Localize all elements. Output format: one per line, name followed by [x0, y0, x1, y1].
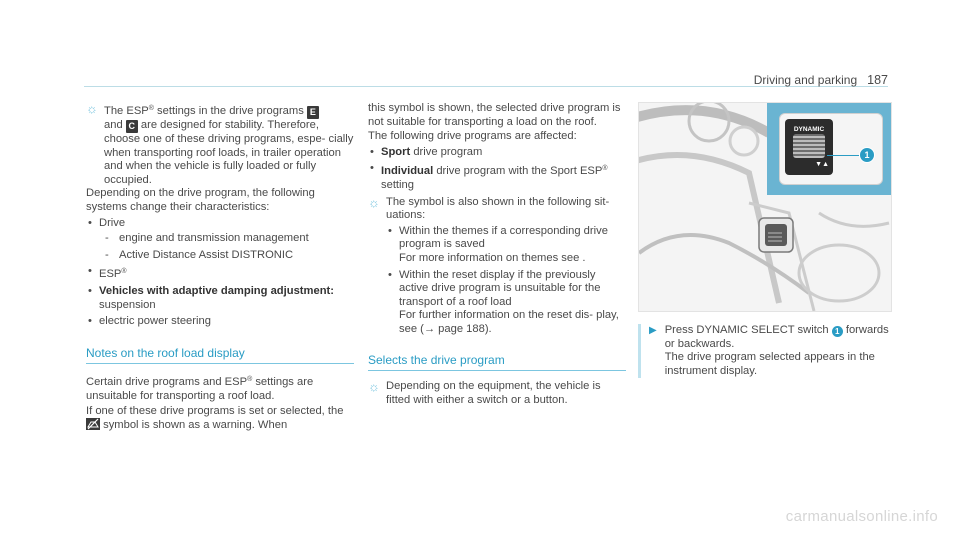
- switch-roller: [793, 134, 825, 158]
- section-title: Driving and parking: [753, 73, 858, 87]
- tip-symbol-situations: ☼ The symbol is also shown in the following sit- uations: • Within the themes if a corresponding drive program is saved For more information on themes see . • Within the reset display if the previously active drive program is unsuitable for the transport of a roof load For further information on the reset dis- play, see (→ page 188).: [368, 196, 626, 340]
- page-number: 187: [867, 73, 888, 87]
- list-item: • ESP®: [86, 265, 354, 282]
- systems-list: [86, 217, 354, 329]
- paragraph: this symbol is shown, the selected drive program is not suitable for transporting a load on the roof.: [368, 102, 621, 128]
- up-down-arrows-icon: ▼▲: [815, 161, 829, 169]
- lightbulb-icon: ☼: [368, 194, 380, 210]
- tip-text: The ESP® settings in the drive programs E and C are designed for stability. Therefore, choose one of these driving programs, espe- cially when transporting roof loads, in trailer operation and when the vehicle is fully loaded or fully occupied.: [104, 105, 354, 186]
- dynamic-select-figure: [638, 102, 892, 312]
- list-item: • Sport drive program: [368, 146, 626, 160]
- tip-esp-settings: [86, 102, 354, 187]
- page-header: [754, 73, 888, 87]
- paragraph: Certain drive programs and ESP® settings are unsuitable for transporting a roof load.: [86, 376, 314, 402]
- list-item: - Active Distance Assist DISTRONIC: [105, 249, 354, 263]
- instruction-step: ▶ Press DYNAMIC SELECT switch 1 forwards or backwards. The drive program selected appears in the instrument display.: [638, 324, 890, 378]
- drive-program-c-icon: C: [126, 120, 138, 133]
- paragraph: The following drive programs are affected:: [368, 130, 577, 143]
- lightbulb-icon: ☼: [368, 379, 380, 395]
- section-heading-roof-load: Notes on the roof load display: [86, 347, 354, 365]
- systems-intro: Depending on the drive program, the following systems change their characteristics:: [86, 187, 315, 213]
- watermark: carmanualsonline.info: [785, 508, 938, 525]
- callout-1: 1: [859, 147, 875, 163]
- affected-programs-list: [368, 146, 626, 193]
- drive-program-e-icon: E: [307, 106, 319, 119]
- list-item: • Within the reset display if the previously active drive program is unsuitable for the transport of a roof load For further information on the reset dis- play, see (→ page 188).: [386, 269, 626, 337]
- page-reference-link[interactable]: For further information on the reset dis- play, see (→ page 188).: [399, 309, 619, 335]
- list-item: • Within the themes if a corresponding drive program is saved For more information on themes see .: [386, 225, 626, 266]
- switch-detail-inset: [767, 103, 891, 195]
- list-item: • Vehicles with adaptive damping adjustment: suspension: [86, 285, 354, 312]
- column-1: [86, 102, 354, 435]
- column-2: [368, 102, 626, 407]
- section-heading-select-program: Selects the drive program: [368, 354, 626, 372]
- callout-1-inline: 1: [832, 326, 843, 337]
- dynamic-select-switch[interactable]: DYNAMIC ▼▲: [785, 119, 833, 175]
- callout-line: [827, 155, 859, 156]
- list-item: • electric power steering: [86, 315, 354, 329]
- paragraph: If one of these drive programs is set or selected, the symbol is shown as a warning. When: [86, 405, 354, 435]
- list-item: • Drive - engine and transmission management - Active Distance Assist DISTRONIC: [86, 217, 354, 263]
- situations-list: [386, 225, 626, 337]
- column-3: [638, 102, 890, 378]
- list-item: - engine and transmission management: [105, 232, 354, 246]
- lightbulb-icon: ☼: [86, 101, 98, 116]
- roof-load-warning-icon: [86, 418, 100, 435]
- list-item: • Individual drive program with the Sport ESP® setting: [368, 162, 626, 192]
- step-arrow-icon: ▶: [649, 325, 657, 336]
- tip-equipment: ☼ Depending on the equipment, the vehicle is fitted with either a switch or a button.: [368, 379, 601, 406]
- drive-sublist: [105, 232, 354, 262]
